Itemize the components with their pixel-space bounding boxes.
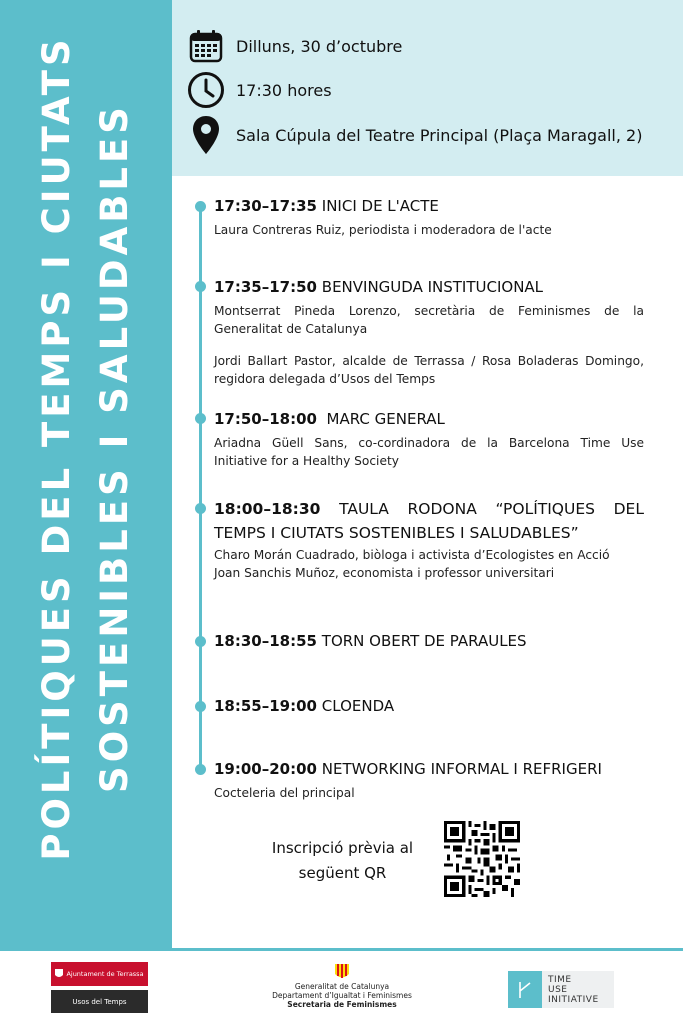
tui-wordmark xyxy=(548,975,599,1005)
program-speaker: Jordi Ballart Pastor, alcalde de Terrassa / Rosa Boladeras Domingo, regidora delegada d’Usos del Temps xyxy=(214,354,644,386)
location-pin-icon xyxy=(186,115,226,155)
program-item xyxy=(214,695,644,718)
terrassa-department: Usos del Temps xyxy=(72,997,127,1006)
program-item-heading xyxy=(214,276,644,299)
qr-code[interactable] xyxy=(444,821,520,897)
program-speaker: Montserrat Pineda Lorenzo, secretària de Feminismes de la Generalitat de Catalunya xyxy=(214,304,644,336)
program-item-heading xyxy=(214,195,644,218)
program-description xyxy=(214,784,644,802)
program-title: CLOENDA xyxy=(321,697,395,715)
tui-mark-icon xyxy=(508,971,542,1008)
program-item-heading xyxy=(214,758,644,781)
time-row xyxy=(186,70,332,110)
footer-divider xyxy=(0,948,683,951)
terrassa-logo xyxy=(51,962,148,986)
program-item-heading xyxy=(214,695,644,718)
timeline-dot xyxy=(195,636,206,647)
title-line-2: SOSTENIBLES I SALUDABLES xyxy=(93,103,136,793)
registration-line-1: Inscripció prèvia al xyxy=(271,839,414,857)
terrassa-subtitle xyxy=(51,990,148,1013)
program-speaker: Laura Contreras Ruiz, periodista i moderadora de l'acte xyxy=(214,223,552,237)
program-item xyxy=(214,497,644,582)
catalan-flag-icon xyxy=(335,964,349,980)
program-speaker: Joan Sanchis Muñoz, economista i professor universitari xyxy=(214,566,555,580)
program-time: 17:35–17:50 xyxy=(214,278,317,296)
program-title: BENVINGUDA INSTITUCIONAL xyxy=(321,278,544,296)
program-description xyxy=(214,221,644,239)
program-time: 19:00–20:00 xyxy=(214,760,317,778)
program-time: 17:50–18:00 xyxy=(214,410,317,428)
program-title: NETWORKING INFORMAL I REFRIGERI xyxy=(321,760,602,778)
sidebar xyxy=(0,0,172,948)
program-time: 18:55–19:00 xyxy=(214,697,317,715)
clock-icon xyxy=(186,70,226,110)
gencat-line-1: Generalitat de Catalunya xyxy=(294,982,390,991)
calendar-icon xyxy=(186,26,226,66)
event-info-box xyxy=(172,0,683,176)
date-row xyxy=(186,26,402,66)
tui-word-1: TIME xyxy=(548,974,572,985)
program-item-heading xyxy=(214,408,644,431)
program-time: 18:30–18:55 xyxy=(214,632,317,650)
timeline-dot xyxy=(195,701,206,712)
gencat-line-3: Secretaria de Feminismes xyxy=(287,1000,397,1009)
program-item-heading xyxy=(214,497,644,545)
terrassa-name: Ajuntament de Terrassa xyxy=(66,970,144,978)
time-use-initiative-logo xyxy=(508,971,614,1008)
program-speaker: Cocteleria del principal xyxy=(214,786,355,800)
program-item xyxy=(214,276,644,388)
program-title: TORN OBERT DE PARAULES xyxy=(321,632,527,650)
program-time: 18:00–18:30 xyxy=(214,500,321,518)
title-line-1: POLÍTIQUES DEL TEMPS I CIUTATS xyxy=(35,35,78,861)
program-title: MARC GENERAL xyxy=(326,410,445,428)
registration-line-2: següent QR xyxy=(298,864,387,882)
program-description xyxy=(214,434,644,470)
program-speaker: Charo Morán Cuadrado, biòloga i activista d’Ecologistes en Acció xyxy=(214,548,610,562)
place-row xyxy=(186,115,642,155)
program-description xyxy=(214,546,644,582)
tui-word-2: USE xyxy=(548,984,568,995)
program-title: TAULA RODONA “POLÍTIQUES DEL TEMPS I CIUTATS SOSTENIBLES I SALUDABLES” xyxy=(214,500,644,542)
gencat-line-2: Departament d’Igualtat i Feminismes xyxy=(272,991,412,1000)
timeline-dot xyxy=(195,413,206,424)
registration-text xyxy=(255,836,430,886)
program-speaker: Ariadna Güell Sans, co-cordinadora de la Barcelona Time Use Initiative for a Healthy Society xyxy=(214,436,644,468)
event-place: Sala Cúpula del Teatre Principal (Plaça Maragall, 2) xyxy=(236,125,643,145)
program-time: 17:30–17:35 xyxy=(214,197,317,215)
program-item xyxy=(214,758,644,802)
gencat-logo xyxy=(262,964,422,1009)
program-item-heading xyxy=(214,630,644,653)
program-description xyxy=(214,302,644,388)
program-title: INICI DE L'ACTE xyxy=(321,197,439,215)
timeline-dot xyxy=(195,281,206,292)
tui-word-3: INITIATIVE xyxy=(548,994,599,1005)
program-item xyxy=(214,195,644,239)
timeline-dot xyxy=(195,201,206,212)
program-item xyxy=(214,630,644,653)
vertical-title xyxy=(28,18,144,878)
event-date: Dilluns, 30 d’octubre xyxy=(236,36,403,56)
event-time: 17:30 hores xyxy=(236,80,332,100)
program-item xyxy=(214,408,644,470)
timeline-dot xyxy=(195,764,206,775)
timeline-dot xyxy=(195,503,206,514)
shield-icon xyxy=(55,969,63,979)
